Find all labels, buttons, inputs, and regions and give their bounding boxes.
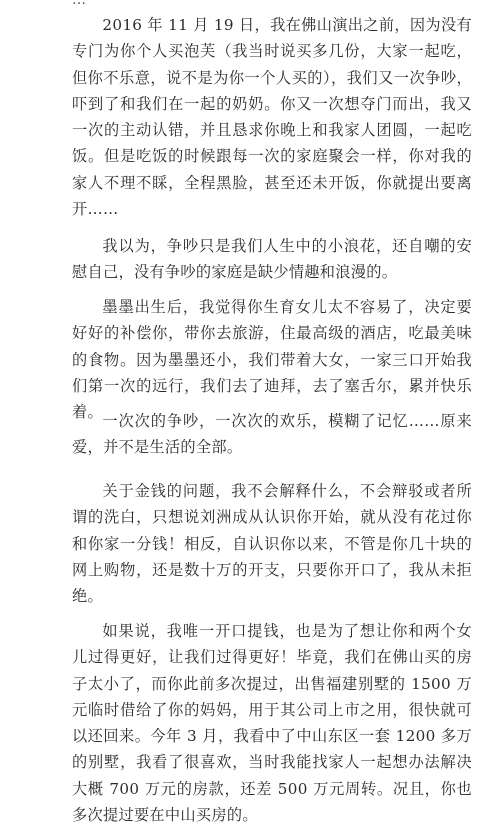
cropped-text-fragment: … xyxy=(72,0,88,8)
paragraph-4: 一次次的争吵，一次次的欢乐，模糊了记忆……原来爱，并不是生活的全部。 xyxy=(72,412,472,457)
paragraph-2: 我以为，争吵只是我们人生中的小浪花，还自嘲的安慰自己，没有争吵的家庭是缺少情趣和浪漫的。 xyxy=(72,237,472,282)
paragraph-6: 如果说，我唯一开口提钱，也是为了想让你和两个女儿过得更好，让我们过得更好！毕竟，我们在佛山买的房子太小了，而你此前多次提过，出售福建别墅的 1500 万元临时借给了你的妈妈，用于其公司上市之用，很快就可以还回来。今年 3 月，我看中了中山东区一套 1200 多万的别墅，我看了很喜欢，当时我能找家人一起想办法解决大概 700 万元的房款，还差 500 万元周转。况且，你也多次提过要在中山买房的。 xyxy=(72,622,472,825)
paragraph-1: 2016 年 11 月 19 日，我在佛山演出之前，因为没有专门为你个人买泡芙（我当时说买多几份，大家一起吃，但你不乐意，说不是为你一个人买的），我们又一次争吵，吓到了和我们在一起的奶奶。你又一次想夺门而出，我又一次的主动认错，并且恳求你晚上和我家人团圆，一起吃饭。但是吃饭的时候跟每一次的家庭聚会一样，你对我的家人不理不睬，全程黑脸，甚至还未开饭，你就提出要离开…… xyxy=(72,16,472,219)
paragraph-3: 墨墨出生后，我觉得你生育女儿太不容易了，决定要好好的补偿你，带你去旅游，住最高级的酒店，吃最美味的食物。因为墨墨还小，我们带着大女，一家三口开始我们第一次的远行，我们去了迪拜，去了塞舌尔，累并快乐着。 xyxy=(72,298,472,422)
paragraph-5: 关于金钱的问题，我不会解释什么，不会辩驳或者所谓的洗白，只想说刘洲成从认识你开始，就从没有花过你和你家一分钱！相反，自认识你以来，不管是你几十块的网上购物，还是数十万的开支，只要你开口了，我从未拒绝。 xyxy=(72,482,472,606)
